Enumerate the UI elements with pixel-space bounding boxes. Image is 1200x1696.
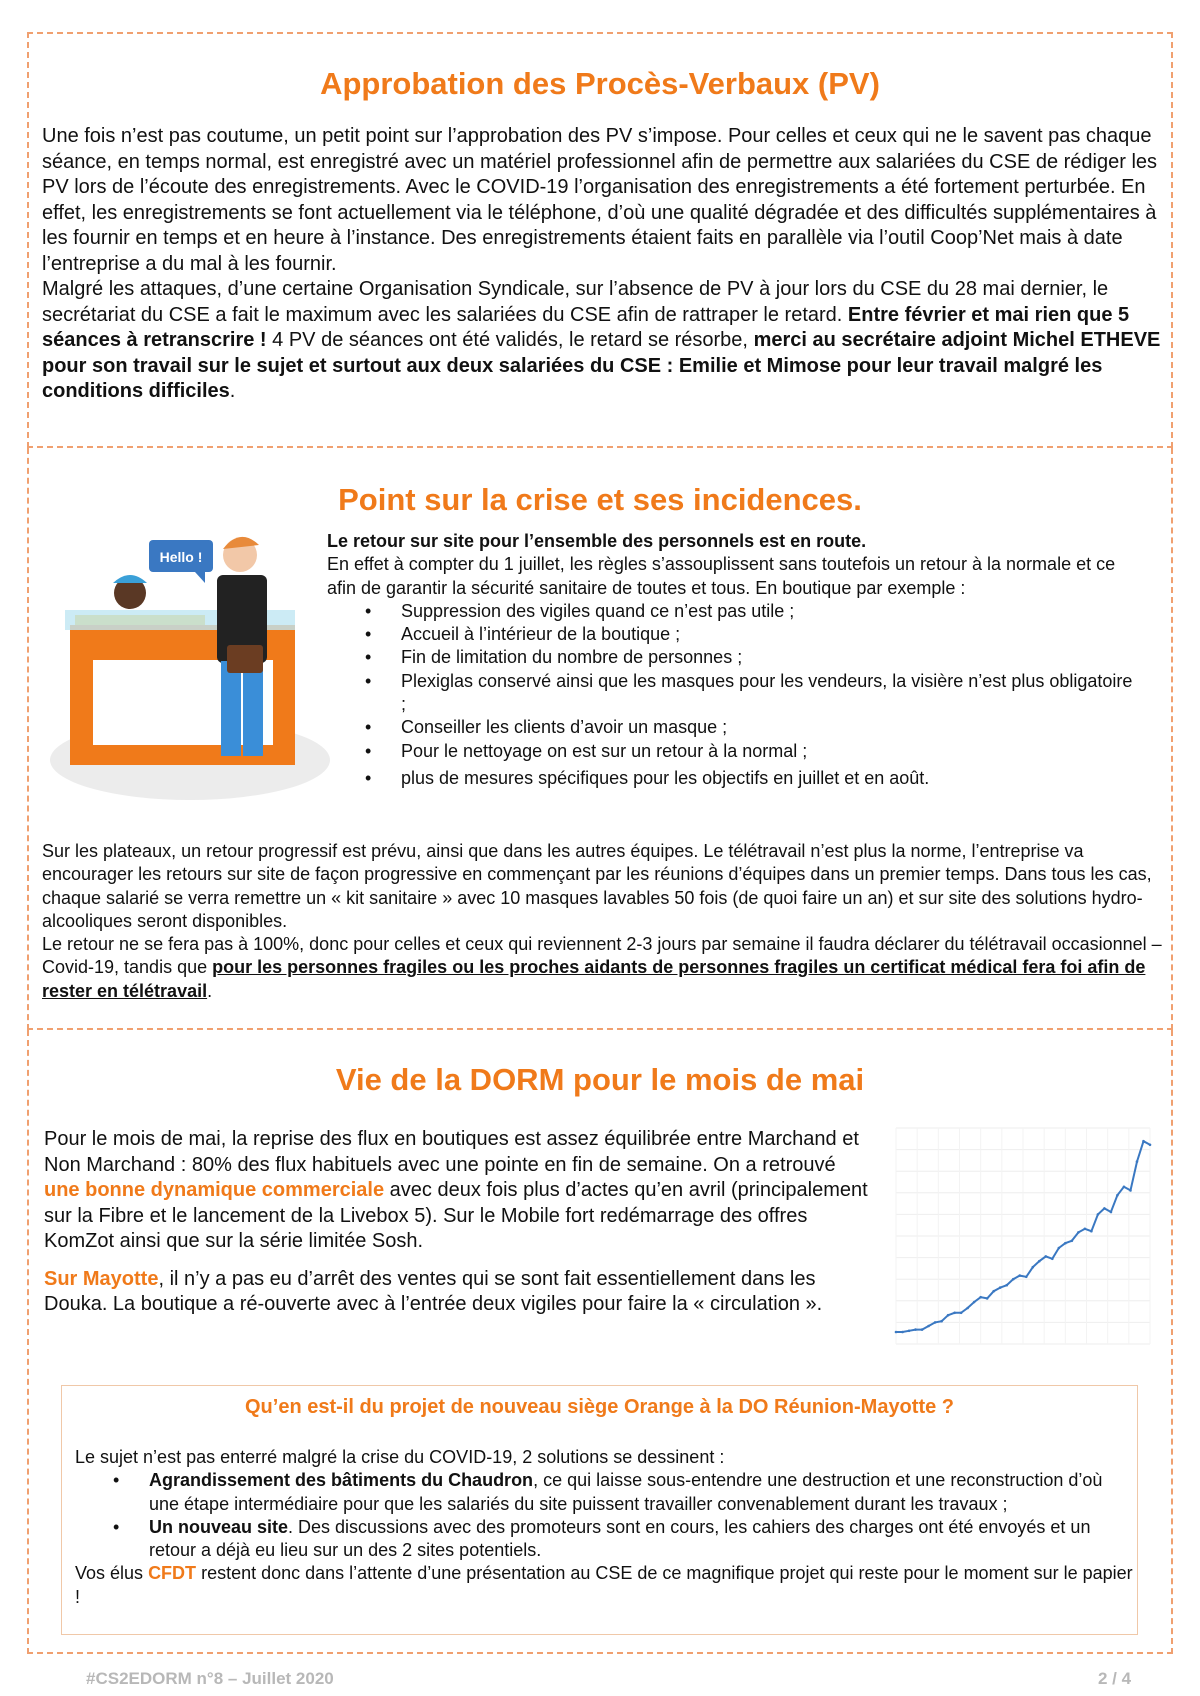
chart-data-point [1071, 1240, 1074, 1243]
section-crise-side-text [327, 530, 1137, 790]
chart-data-point [1090, 1230, 1093, 1233]
chart-data-point [1031, 1266, 1034, 1269]
chart-data-point [901, 1331, 904, 1334]
chart-data-point [1005, 1284, 1008, 1287]
list-item: • Fin de limitation du nombre de personnes ; [327, 646, 1137, 669]
briefcase-icon [227, 645, 263, 673]
chart-data-point [1123, 1186, 1126, 1189]
chart-data-point [1038, 1260, 1041, 1263]
chart-data-point [1058, 1247, 1061, 1250]
siege-outro: Vos élus CFDT restent donc dans l’attente d’une présentation au CSE de ce magnifique projet qui reste pour le moment sur le papier ! [75, 1563, 1133, 1607]
section-crise-body [42, 840, 1162, 1003]
footer-page-number: 2 / 4 [1098, 1669, 1132, 1688]
speech-bubble-text: Hello ! [159, 549, 203, 565]
list-item: • plus de mesures spécifiques pour les objectifs en juillet et en août. [327, 767, 1137, 790]
chart-data-point [1142, 1140, 1145, 1143]
section-pv-body [42, 124, 1162, 405]
chart-data-point [1077, 1231, 1080, 1234]
chart-data-point [1110, 1211, 1113, 1214]
footer-issue: #CS2EDORM n°8 – Juillet 2020 [86, 1669, 334, 1688]
chart-data-point [999, 1286, 1002, 1289]
chart-data-point [921, 1328, 924, 1331]
chart-data-point [908, 1330, 911, 1333]
list-item: • Un nouveau site. Des discussions avec des promoteurs sont en cours, les cahiers des charges ont été envoyés et un retour a déjà eu lieu sur un des 2 sites potentiels. [75, 1516, 1135, 1563]
chart-data-point [979, 1296, 982, 1299]
chart-data-point [986, 1297, 989, 1300]
list-item: • Pour le nettoyage on est sur un retour à la normal ; [327, 740, 1137, 763]
siege-project-title: Qu’en est-il du projet de nouveau siège Orange à la DO Réunion-Mayotte ? [245, 1396, 954, 1418]
speech-bubble-tail [195, 572, 205, 583]
crise-paragraph-2: Le retour ne se fera pas à 100%, donc pour celles et ceux qui reviennent 2-3 jours par semaine il faudra déclarer du télétravail occasionnel – Covid-19, tandis que pour les personnes fragiles ou les proches aidants de personnes fragiles un certificat médical fera foi afin de rester en télétravail. [42, 934, 1162, 1001]
chart-data-point [1044, 1255, 1047, 1258]
clerk-cap [113, 575, 147, 583]
chart-data-point [1103, 1207, 1106, 1210]
chart-data-point [1025, 1276, 1028, 1279]
return-to-office-illustration [45, 515, 335, 815]
section-dorm-body [44, 1127, 874, 1318]
chart-data-point [895, 1331, 898, 1334]
chart-data-point [1012, 1278, 1015, 1281]
crise-paragraph-1: Sur les plateaux, un retour progressif est prévu, ainsi que dans les autres équipes. Le télétravail n’est plus la norme, l’entreprise va encourager les retours sur site de façon progressive en commençant par les réunions d’équipes dans un premier temps. Dans tous les cas, chaque salarié se verra remettre un « kit sanitaire » avec 10 masques lavables 50 fois (de quoi faire un an) et sur site des solutions hydro-alcooliques seront disponibles. [42, 841, 1152, 931]
siege-project-body [75, 1446, 1135, 1609]
chart-grid [896, 1128, 1150, 1344]
dorm-paragraph-2: Sur Mayotte, il n’y a pas eu d’arrêt des ventes qui se sont fait essentiellement dans les Douka. La boutique a ré-ouverte avec à l’entrée deux vigiles pour faire la « circulation ». [44, 1267, 823, 1315]
chart-data-point [947, 1314, 950, 1317]
list-item: • Suppression des vigiles quand ce n’est pas utile ; [327, 600, 1137, 623]
chart-data-point [966, 1307, 969, 1310]
list-item: • Agrandissement des bâtiments du Chaudron, ce qui laisse sous-entendre une destruction et une reconstruction d’où une étape intermédiaire pour que les salariés du site puissent travailler convenablement durant les travaux ; [75, 1469, 1135, 1516]
siege-bullet-list [75, 1469, 1135, 1562]
list-item: • Accueil à l’intérieur de la boutique ; [327, 623, 1137, 646]
section-crise-title: Point sur la crise et ses incidences. [338, 482, 862, 517]
dorm-paragraph-1: Pour le mois de mai, la reprise des flux en boutiques est assez équilibrée entre Marchand et Non Marchand : 80% des flux habituels avec une pointe en fin de semaine. On a retrouvé une bonne dynamique commerciale avec deux fois plus d’actes qu’en avril (principalement sur la Fibre et le lancement de la Livebox 5). Sur le Mobile fort redémarrage des offres KomZot ainsi que sur la série limitée Sosh. [44, 1128, 868, 1252]
pv-paragraph-1: Une fois n’est pas coutume, un petit point sur l’approbation des PV s’impose. Pour celles et ceux qui ne le savent pas chaque séance, en temps normal, est enregistré avec un matériel professionnel afin de permettre aux salariées du CSE de rédiger les PV lors de l’écoute des enregistrements. Avec le COVID-19 l’organisation des enregistrements a été fortement perturbée. En effet, les enregistrements se font actuellement via le téléphone, d’où une qualité dégradée et des difficultés supplémentaires à les fournir en temps et en heure à l’instance. Des enregistrements étaient faits en parallèle via l’outil Coop’Net mais à date l’entreprise a du mal à les fournir. [42, 125, 1158, 275]
chart-data-point [992, 1290, 995, 1293]
chart-data-point [940, 1320, 943, 1323]
list-item: • Plexiglas conservé ainsi que les masques pour les vendeurs, la visière n’est plus obligatoire ; [327, 670, 1137, 717]
chart-data-point [927, 1325, 930, 1328]
crise-lead: Le retour sur site pour l’ensemble des personnels est en route. [327, 531, 867, 551]
pv-paragraph-2: Malgré les attaques, d’une certaine Organisation Syndicale, sur l’absence de PV à jour lors du CSE du 28 mai dernier, le secrétariat du CSE a fait le maximum avec les salariées du CSE afin de rattraper le retard. Entre février et mai rien que 5 séances à retranscrire ! 4 PV de séances ont été validés, le retard se résorbe, merci au secrétaire adjoint Michel ETHEVE pour son travail sur le sujet et surtout aux deux salariées du CSE : Emilie et Mimose pour leur travail malgré les conditions difficiles. [42, 278, 1161, 402]
section-pv-title: Approbation des Procès-Verbaux (PV) [320, 66, 880, 101]
siege-intro: Le sujet n’est pas enterré malgré la crise du COVID-19, 2 solutions se dessinent : [75, 1447, 725, 1467]
customer-leg-right [243, 661, 263, 756]
chart-data-point [1064, 1242, 1067, 1245]
crise-intro: En effet à compter du 1 juillet, les règles s’assouplissent sans toutefois un retour à la normale et ce afin de garantir la sécurité sanitaire de toutes et tous. En boutique par exemple : [327, 554, 1116, 598]
list-item: • Conseiller les clients d’avoir un masque ; [327, 716, 1137, 739]
sales-trend-chart [890, 1120, 1156, 1358]
chart-data-point [960, 1312, 963, 1315]
section-dorm-title: Vie de la DORM pour le mois de mai [335, 1062, 865, 1097]
chart-data-point [914, 1328, 917, 1331]
chart-data-point [934, 1321, 937, 1324]
chart-data-point [1051, 1258, 1054, 1261]
chart-data-point [1018, 1274, 1021, 1277]
chart-data-point [953, 1312, 956, 1315]
chart-data-point [1136, 1160, 1139, 1163]
chart-data-point [973, 1301, 976, 1304]
chart-data-point [1097, 1213, 1100, 1216]
customer-leg-left [221, 661, 241, 756]
chart-data-point [1129, 1189, 1132, 1192]
chart-data-point [1084, 1228, 1087, 1231]
chart-data-point [1149, 1144, 1152, 1147]
crise-bullet-list [327, 600, 1137, 790]
chart-data-point [1116, 1194, 1119, 1197]
